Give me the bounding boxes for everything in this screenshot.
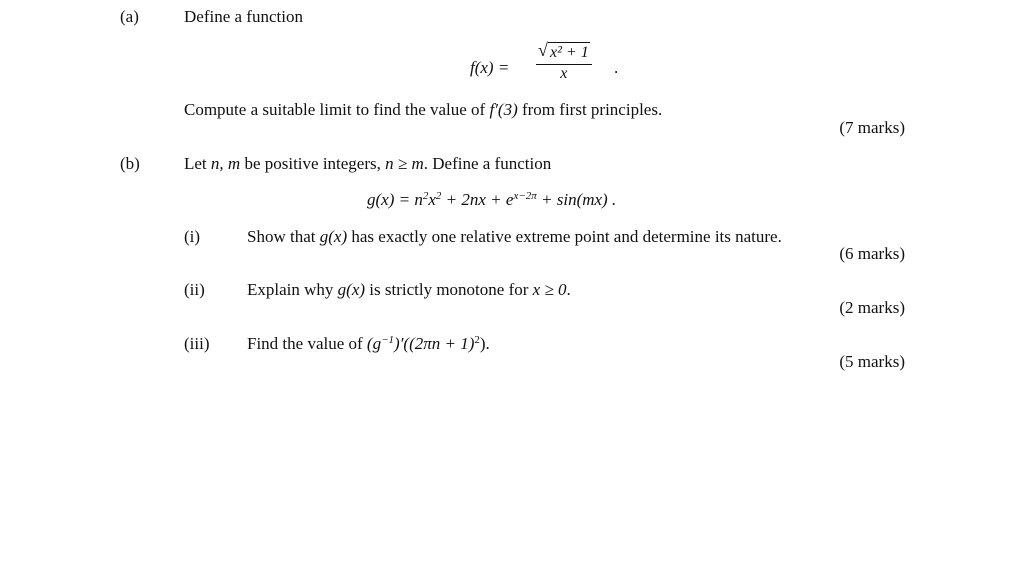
part-b-intro	[184, 155, 551, 172]
part-a-task	[184, 101, 662, 118]
square-root	[538, 42, 590, 62]
f-lhs: f(x) =	[470, 58, 510, 77]
part-b-intro-pre: Let	[184, 154, 211, 173]
subpart-iii-text	[247, 335, 490, 352]
subpart-iii-label: (iii)	[184, 334, 210, 353]
subpart-ii-math: g(x)	[337, 280, 366, 299]
g-sup-n: 2	[422, 190, 429, 202]
subpart-ii-text	[247, 281, 571, 298]
subpart-i-pre: Show that	[247, 227, 320, 246]
subpart-ii-pre: Explain why	[247, 280, 338, 299]
subpart-i-marks: (6 marks)	[839, 244, 905, 263]
subpart-iii-math-mid: )′((2πn + 1)	[394, 334, 475, 353]
part-b-intro-math1: n, m	[210, 154, 241, 173]
part-b-intro-post: . Define a function	[423, 154, 552, 173]
subpart-iii-marks: (5 marks)	[839, 352, 905, 371]
part-a-intro: Define a function	[184, 7, 303, 26]
part-b-intro-mid: be positive integers,	[240, 154, 386, 173]
g-term3: + sin(mx) .	[536, 190, 617, 209]
sqrt-symbol: √	[538, 40, 548, 60]
subpart-i-post: has exactly one relative extreme point and determine its nature.	[347, 227, 782, 246]
part-a-task-math: f′(3)	[489, 100, 518, 119]
subpart-ii-label: (ii)	[184, 280, 205, 299]
f-period: .	[614, 58, 619, 77]
g-lhs: g(x) = n	[367, 190, 423, 209]
subpart-i-label: (i)	[184, 227, 201, 246]
subpart-iii-math: (g	[366, 334, 382, 353]
part-a-task-post: from first principles.	[517, 100, 663, 119]
part-a-task-pre: Compute a suitable limit to find the value of	[184, 100, 490, 119]
sqrt-radicand: x² + 1	[550, 44, 589, 61]
part-b-intro-math2: n ≥ m	[385, 154, 424, 173]
subpart-iii-pre: Find the value of	[247, 334, 367, 353]
subpart-ii-post: .	[566, 280, 571, 299]
subpart-ii-mid: is strictly monotone for	[365, 280, 533, 299]
subpart-iii-post: ).	[479, 334, 490, 353]
subpart-i-math: g(x)	[319, 227, 348, 246]
f-fraction	[536, 42, 592, 83]
f-numerator	[536, 42, 592, 65]
g-sup-x: 2	[435, 190, 442, 202]
part-a-marks: (7 marks)	[839, 118, 905, 137]
function-g-definition	[367, 191, 616, 208]
part-a-label: (a)	[120, 7, 139, 26]
part-b-label: (b)	[120, 154, 140, 173]
subpart-iii-sup-inverse: −1	[381, 334, 395, 346]
subpart-iii-sup-square: 2	[474, 334, 480, 346]
subpart-ii-marks: (2 marks)	[839, 298, 905, 317]
f-denominator: x	[560, 65, 568, 82]
g-term1: x	[428, 190, 436, 209]
g-term2: + 2nx + e	[441, 190, 514, 209]
subpart-i-text	[247, 228, 782, 245]
g-exp: x−2π	[513, 190, 537, 202]
subpart-ii-math2: x ≥ 0	[532, 280, 567, 299]
